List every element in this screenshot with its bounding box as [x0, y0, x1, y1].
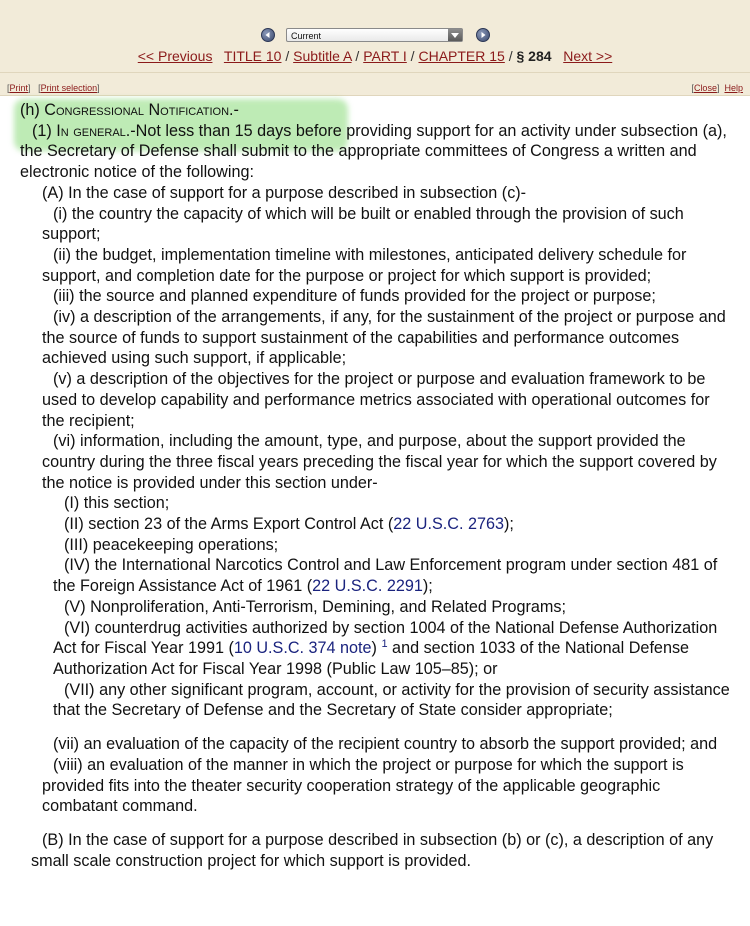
subparagraph-A: (A) In the case of support for a purpose described in subsection (c)- — [42, 183, 527, 202]
citation-link[interactable]: 22 U.S.C. 2291 — [312, 577, 423, 596]
subclause-VI: (VI) counterdrug activities authorized by section 1004 of the National Defense Authorization Act for Fiscal Year 1991 (10 U.S.C. 374 note) $^1$ and section 1033 of the National Defense Authorization Act for Fiscal Year 1998 (Public Law 105–85); or — [53, 618, 718, 678]
citation-link[interactable]: 10 U.S.C. 374 note — [233, 639, 372, 658]
subclause-V: (V) Nonproliferation, Anti-Terrorism, Demining, and Related Programs; — [64, 597, 567, 616]
clause-viii: (viii) an evaluation of the manner in which the project or purpose for which the support is provided fits into the theater security cooperation strategy of the applicable geographic combatant command. — [42, 755, 684, 816]
footnote-link[interactable]: 1 — [381, 638, 388, 651]
breadcrumb-title[interactable]: TITLE 10 — [223, 48, 282, 64]
subclause-III: (III) peacekeeping operations; — [64, 535, 279, 554]
paragraph-1: (1) In general.-Not less than 15 days before providing support for an activity under subsection (a), the Secretary of Defense shall submit to the appropriate committees of Congress a written and electronic notice of the following: — [20, 121, 727, 182]
clause-i: (i) the country the capacity of which will be built or enabled through the provision of such support; — [42, 204, 684, 244]
previous-link[interactable]: << Previous — [137, 48, 213, 64]
right-arrow-icon — [477, 29, 489, 41]
subclause-VII: (VII) any other significant program, account, or activity for the provision of security assistance that the Secretary of Defense and the Secretary of State consider appropriate; — [53, 680, 730, 720]
next-version-button[interactable] — [476, 28, 490, 42]
breadcrumb-subtitle[interactable]: Subtitle A — [293, 48, 352, 64]
help-link[interactable]: Help — [724, 83, 743, 93]
subclause-I: (I) this section; — [64, 494, 170, 513]
clause-iv: (iv) a description of the arrangements, if any, for the sustainment of the project or purpose and the source of funds to support sustainment of the capabilities and performance outcomes achieved using such support, if applicable; — [42, 308, 726, 368]
version-select-value: Current — [291, 31, 322, 41]
clause-v: (v) a description of the objectives for the project or purpose and evaluation framework to be used to develop capability and performance metrics associated with operational outcomes for the recipient; — [42, 370, 710, 430]
subclause-IV: (IV) the International Narcotics Control and Law Enforcement program under section 481 of the Foreign Assistance Act of 1961 (22 U.S.C. 2291); — [53, 556, 718, 596]
version-select[interactable] — [286, 28, 463, 42]
current-section: § 284 — [516, 48, 552, 64]
breadcrumb-part[interactable]: PART I — [363, 48, 407, 64]
citation-link[interactable]: 22 U.S.C. 2763 — [393, 515, 504, 534]
subsection-h-heading: (h) Congressional Notification.- — [20, 101, 239, 119]
print-selection-link[interactable]: Print selection — [40, 83, 98, 93]
breadcrumb: << Previous TITLE 10 / Subtitle A / PART I / CHAPTER 15 / § 284 Next >> — [137, 48, 613, 64]
utility-toolbar: [Print] [Print selection] [Close] Help — [0, 73, 750, 96]
subclause-II: (II) section 23 of the Arms Export Control Act (22 U.S.C. 2763); — [64, 515, 514, 534]
close-link[interactable]: Close — [693, 83, 717, 93]
print-link[interactable]: Print — [9, 83, 29, 93]
subparagraph-B: (B) In the case of support for a purpose described in subsection (b) or (c), a description of any small scale construction project for which support is provided. — [31, 830, 714, 870]
breadcrumb-chapter[interactable]: CHAPTER 15 — [418, 48, 505, 64]
prev-version-button[interactable] — [261, 28, 275, 42]
clause-vi: (vi) information, including the amount, type, and purpose, about the support provided the country during the three fiscal years preceding the fiscal year for which the support covered by the notice is provided under this section under- — [42, 432, 717, 492]
clause-vii: (vii) an evaluation of the capacity of the recipient country to absorb the support provided; and — [53, 735, 718, 754]
clause-iii: (iii) the source and planned expenditure of funds provided for the project or purpose; — [53, 287, 656, 306]
chevron-down-icon — [448, 29, 462, 41]
left-arrow-icon — [262, 29, 274, 41]
nav-controls — [0, 27, 750, 45]
navigation-header — [0, 0, 750, 73]
clause-ii: (ii) the budget, implementation timeline with milestones, anticipated delivery schedule for support, and completion date for the purpose or project for which support is provided; — [42, 245, 687, 285]
next-link[interactable]: Next >> — [563, 48, 613, 64]
statute-text — [0, 96, 750, 871]
